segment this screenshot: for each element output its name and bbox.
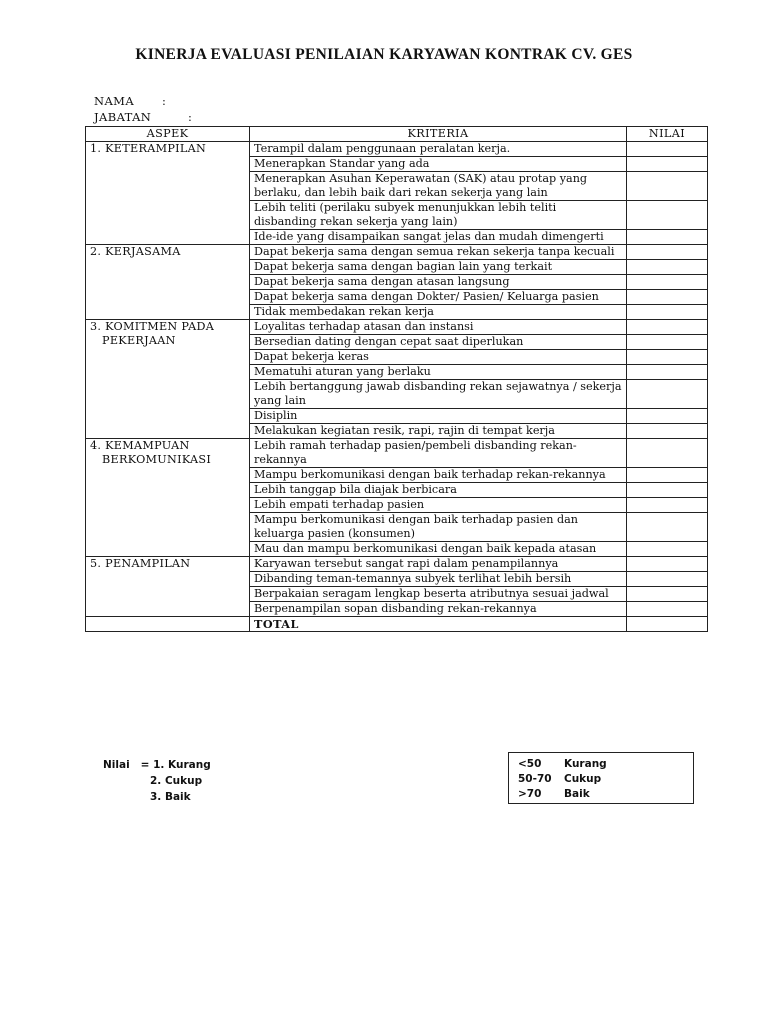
field-jabatan [94, 110, 192, 124]
field-nama-sep: : [162, 94, 167, 108]
nilai-cell[interactable] [627, 157, 708, 172]
legend-item: 2. Cukup [150, 775, 203, 787]
nilai-cell[interactable] [627, 498, 708, 513]
scale-range: 50-70 [518, 773, 552, 785]
kriteria-cell: Disiplin [250, 409, 627, 424]
scale-range: <50 [518, 758, 542, 770]
kriteria-cell: Dibanding teman-temannya subyek terlihat lebih bersih [250, 572, 627, 587]
kriteria-cell: Mau dan mampu berkomunikasi dengan baik kepada atasan [250, 542, 627, 557]
legend-label: Nilai [103, 759, 130, 771]
field-jabatan-label: JABATAN [94, 110, 152, 124]
nilai-cell[interactable] [627, 230, 708, 245]
nilai-cell[interactable] [627, 350, 708, 365]
scale-label: Cukup [564, 773, 602, 785]
kriteria-cell: Tidak membedakan rekan kerja [250, 305, 627, 320]
kriteria-cell: Mampu berkomunikasi dengan baik terhadap pasien dan keluarga pasien (konsumen) [250, 513, 627, 542]
legend-eq: = [140, 759, 150, 771]
aspek-label: 3. KOMITMEN PADA [90, 320, 215, 333]
kriteria-cell: Berpenampilan sopan disbanding rekan-rekannya [250, 602, 627, 617]
nilai-cell[interactable] [627, 424, 708, 439]
kriteria-cell: Menerapkan Standar yang ada [250, 157, 627, 172]
table-row [86, 142, 708, 157]
nilai-cell[interactable] [627, 260, 708, 275]
aspek-cell [86, 439, 250, 557]
nilai-cell[interactable] [627, 542, 708, 557]
scale-range: >70 [518, 788, 542, 800]
kriteria-cell: Lebih empati terhadap pasien [250, 498, 627, 513]
header-kriteria: KRITERIA [250, 127, 627, 142]
kriteria-cell: Loyalitas terhadap atasan dan instansi [250, 320, 627, 335]
kriteria-cell: Ide-ide yang disampaikan sangat jelas dan mudah dimengerti [250, 230, 627, 245]
aspek-cell [86, 245, 250, 320]
nilai-cell[interactable] [627, 365, 708, 380]
kriteria-cell: Melakukan kegiatan resik, rapi, rajin di tempat kerja [250, 424, 627, 439]
aspek-label: 4. KEMAMPUAN [90, 439, 190, 452]
score-scale-box [508, 752, 694, 804]
kriteria-cell: Lebih tanggap bila diajak berbicara [250, 483, 627, 498]
header-nilai: NILAI [627, 127, 708, 142]
kriteria-cell: Berpakaian seragam lengkap beserta atributnya sesuai jadwal [250, 587, 627, 602]
nilai-cell[interactable] [627, 335, 708, 350]
nilai-cell[interactable] [627, 602, 708, 617]
evaluation-table [85, 126, 708, 632]
table-row [86, 439, 708, 468]
scale-row [509, 787, 693, 802]
header-aspek: ASPEK [86, 127, 250, 142]
nilai-cell[interactable] [627, 201, 708, 230]
field-nama-label: NAMA [94, 94, 135, 108]
nilai-cell[interactable] [627, 409, 708, 424]
kriteria-cell: Dapat bekerja sama dengan bagian lain yang terkait [250, 260, 627, 275]
table-row [86, 320, 708, 335]
aspek-label: 5. PENAMPILAN [90, 557, 191, 570]
nilai-cell[interactable] [627, 468, 708, 483]
legend-item: 3. Baik [150, 791, 191, 803]
aspek-label: 1. KETERAMPILAN [90, 142, 207, 155]
nilai-cell[interactable] [627, 587, 708, 602]
field-nama [94, 94, 166, 108]
legend-row [103, 757, 211, 773]
nilai-legend [103, 757, 211, 805]
field-jabatan-sep: : [188, 110, 193, 124]
nilai-cell[interactable] [627, 172, 708, 201]
kriteria-cell: Dapat bekerja sama dengan atasan langsung [250, 275, 627, 290]
nilai-cell[interactable] [627, 572, 708, 587]
table-row [86, 557, 708, 572]
legend-row [103, 773, 211, 789]
scale-row [509, 772, 693, 787]
kriteria-cell: Mampu berkomunikasi dengan baik terhadap rekan-rekannya [250, 468, 627, 483]
nilai-cell[interactable] [627, 245, 708, 260]
nilai-cell[interactable] [627, 320, 708, 335]
aspek-cell [86, 320, 250, 439]
nilai-cell[interactable] [627, 483, 708, 498]
kriteria-cell: Lebih ramah terhadap pasien/pembeli disbanding rekan-rekannya [250, 439, 627, 468]
kriteria-cell: Lebih teliti (perilaku subyek menunjukkan lebih teliti disbanding rekan sekerja yang lain) [250, 201, 627, 230]
nilai-cell[interactable] [627, 557, 708, 572]
kriteria-cell: Menerapkan Asuhan Keperawatan (SAK) atau protap yang berlaku, dan lebih baik dari rekan sekerja yang lain [250, 172, 627, 201]
kriteria-cell: Dapat bekerja sama dengan semua rekan sekerja tanpa kecuali [250, 245, 627, 260]
total-value-cell[interactable] [627, 617, 708, 632]
total-row [86, 617, 708, 632]
kriteria-cell: Dapat bekerja keras [250, 350, 627, 365]
nilai-cell[interactable] [627, 439, 708, 468]
table-header-row [86, 127, 708, 142]
aspek-label-cont: BERKOMUNIKASI [102, 453, 212, 466]
nilai-cell[interactable] [627, 290, 708, 305]
nilai-cell[interactable] [627, 275, 708, 290]
nilai-cell[interactable] [627, 142, 708, 157]
scale-row [509, 757, 693, 772]
kriteria-cell: Terampil dalam penggunaan peralatan kerja. [250, 142, 627, 157]
nilai-cell[interactable] [627, 305, 708, 320]
aspek-label: 2. KERJASAMA [90, 245, 181, 258]
kriteria-cell: Mematuhi aturan yang berlaku [250, 365, 627, 380]
page-title: KINERJA EVALUASI PENILAIAN KARYAWAN KONTRAK CV. GES [135, 46, 633, 63]
nilai-cell[interactable] [627, 380, 708, 409]
aspek-cell [86, 142, 250, 245]
kriteria-cell: Dapat bekerja sama dengan Dokter/ Pasien/ Keluarga pasien [250, 290, 627, 305]
scale-label: Kurang [564, 758, 607, 770]
kriteria-cell: Lebih bertanggung jawab disbanding rekan sejawatnya / sekerja yang lain [250, 380, 627, 409]
legend-item: 1. Kurang [153, 759, 211, 771]
aspek-cell [86, 557, 250, 617]
total-empty-cell [86, 617, 250, 632]
nilai-cell[interactable] [627, 513, 708, 542]
scale-label: Baik [564, 788, 590, 800]
table-row [86, 245, 708, 260]
legend-row [103, 789, 211, 805]
kriteria-cell: Bersedian dating dengan cepat saat diperlukan [250, 335, 627, 350]
aspek-label-cont: PEKERJAAN [102, 334, 176, 347]
total-label: TOTAL [250, 617, 627, 632]
kriteria-cell: Karyawan tersebut sangat rapi dalam penampilannya [250, 557, 627, 572]
